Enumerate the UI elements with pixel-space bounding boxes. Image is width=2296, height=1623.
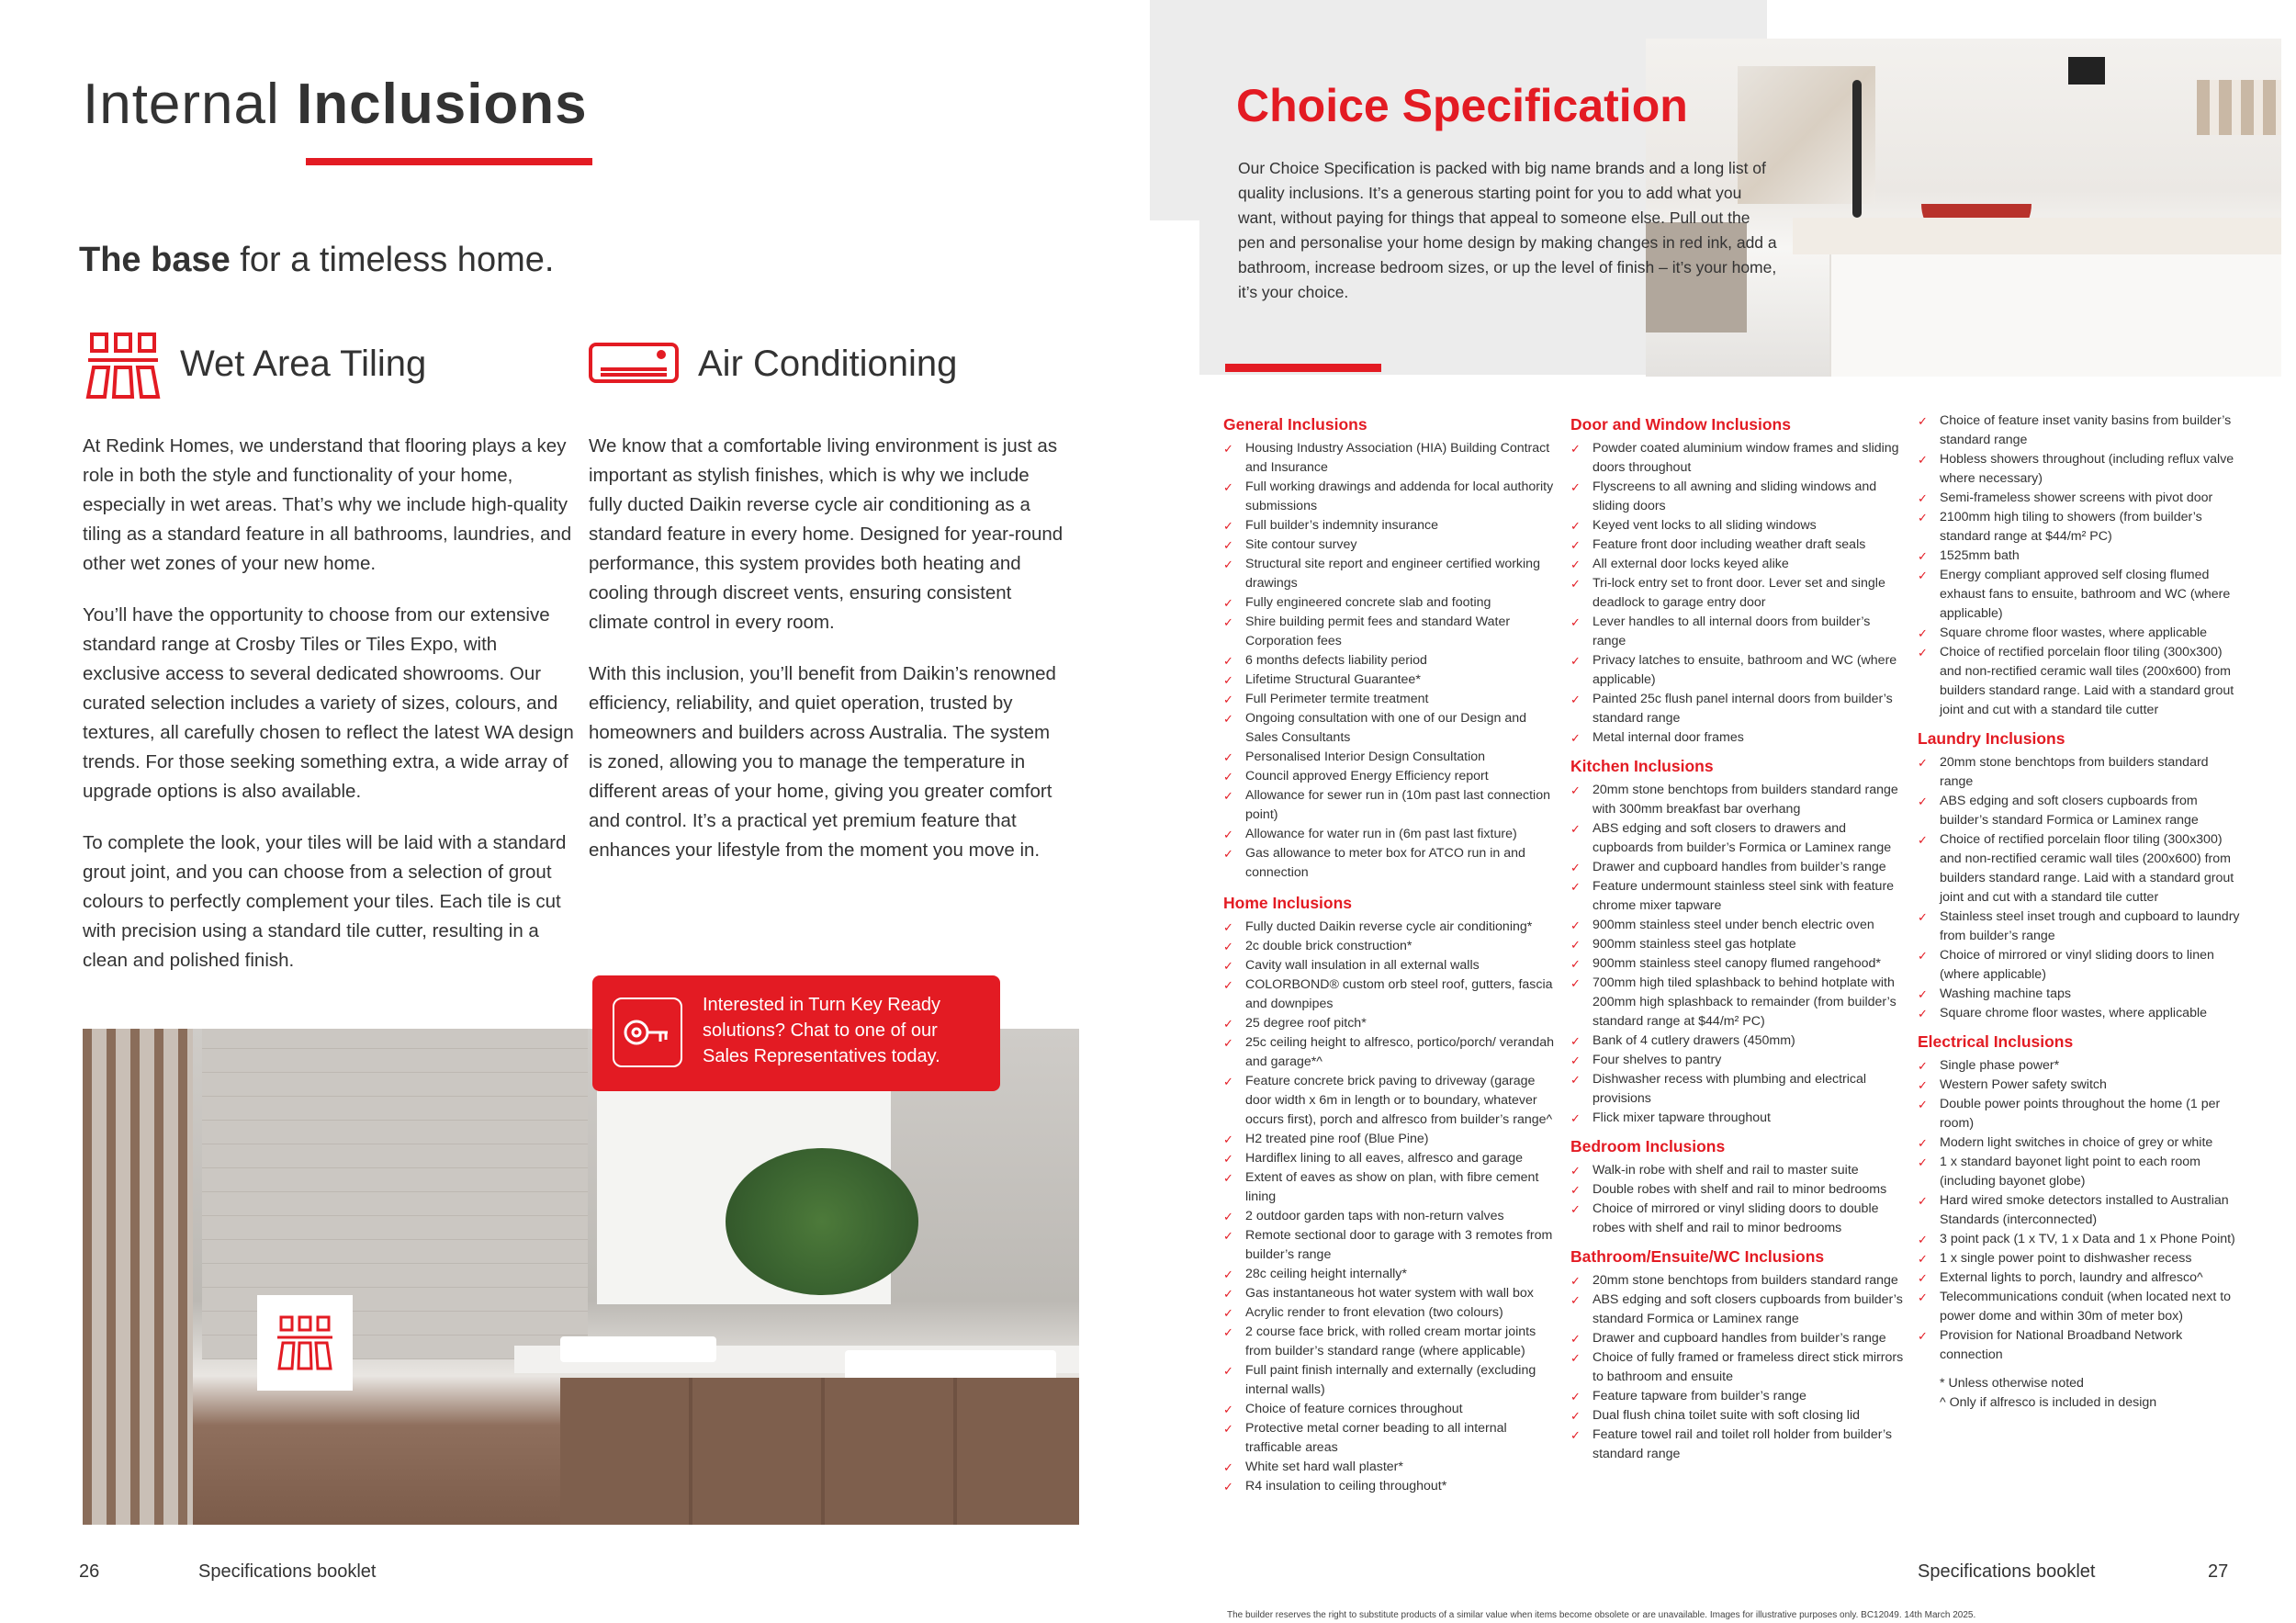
spec-item: ✓ Feature undermount stainless steel sink with feature chrome mixer tapware	[1570, 877, 1905, 916]
kitchen-inclusions-list	[1570, 781, 1905, 1128]
spec-item: ✓ Square chrome floor wastes, where applicable	[1918, 1004, 2241, 1023]
tiles-icon	[257, 1295, 353, 1391]
spec-item: ✓ Keyed vent locks to all sliding windows	[1570, 516, 1905, 535]
section-heading: Laundry Inclusions	[1918, 729, 2065, 748]
spec-item: ✓ Tri-lock entry set to front door. Lever set and single deadlock to garage entry door	[1570, 574, 1905, 613]
section-heading: General Inclusions	[1223, 415, 1367, 434]
spec-item: ✓ Drawer and cupboard handles from builder’s range	[1570, 858, 1905, 877]
page-number-left: 26	[79, 1561, 100, 1582]
spec-item: ✓ Extent of eaves as show on plan, with fibre cement lining	[1223, 1168, 1558, 1207]
section-heading: Bathroom/Ensuite/WC Inclusions	[1570, 1247, 1825, 1266]
spec-item: ✓ Semi-frameless shower screens with pivot door	[1918, 489, 2241, 508]
spec-item: ✓ Gas instantaneous hot water system with wall box	[1223, 1284, 1558, 1303]
spec-item: ✓ Stainless steel inset trough and cupboard to laundry from builder’s range	[1918, 907, 2241, 946]
paragraph: At Redink Homes, we understand that flooring plays a key role in both the style and functionality of your home, especially in wet areas. That’s why we include high-quality tiling as a standard feature in all bathrooms, laundries, and other wet zones of your new home.	[83, 435, 572, 574]
spec-item: ✓ Choice of fully framed or frameless direct stick mirrors to bathroom and ensuite	[1570, 1348, 1905, 1387]
spec-column-2	[1570, 406, 1905, 1473]
spec-item: ✓ H2 treated pine roof (Blue Pine)	[1223, 1130, 1558, 1149]
spec-item: ✓ Choice of rectified porcelain floor tiling (300x300) and non-rectified ceramic wall tiles (200x600) from builders standard range. Laid with a standard grout joint and cut with a standard tile cutter	[1918, 830, 2241, 907]
section-heading: Electrical Inclusions	[1918, 1032, 2074, 1051]
island-bench	[1793, 218, 2281, 254]
spec-item: ✓ Lever handles to all internal doors from builder’s range	[1570, 613, 1905, 651]
bathroom-vanity-photo	[83, 1029, 1079, 1525]
spec-item: ✓ Feature concrete brick paving to driveway (garage door width x 6m in length or to boundary, whatever occurs first), porch and alfresco from builder’s range^	[1223, 1072, 1558, 1130]
vanity-cabinet	[560, 1378, 1079, 1525]
spec-item: ✓ Allowance for water run in (6m past last fixture)	[1223, 825, 1558, 844]
paragraph: You’ll have the opportunity to choose from our extensive standard range at Crosby Tiles or Tiles Expo, with exclusive access to several dedicated showrooms. Our curated selection includes a variety of sizes, colours, and textures, all carefully chosen to reflect the latest WA design trends. For those seeking something extra, a wide array of upgrade options is also available.	[83, 604, 574, 802]
spec-item: ✓ Double robes with shelf and rail to minor bedrooms	[1570, 1180, 1905, 1200]
footer-label-left: Specifications booklet	[198, 1561, 377, 1582]
spec-item: ✓ Metal internal door frames	[1570, 728, 1905, 748]
spec-item: ✓ Hard wired smoke detectors installed to Australian Standards (interconnected)	[1918, 1191, 2241, 1230]
spec-item: ✓ 25c ceiling height to alfresco, portico/porch/ verandah and garage*^	[1223, 1033, 1558, 1072]
spec-item: ✓ 3 point pack (1 x TV, 1 x Data and 1 x Phone Point)	[1918, 1230, 2241, 1249]
spec-item: ✓ Choice of mirrored or vinyl sliding doors to linen (where applicable)	[1918, 946, 2241, 985]
spec-item: ✓ Cavity wall insulation in all external walls	[1223, 956, 1558, 975]
disclaimer: The builder reserves the right to substitute products of a similar value when items become obsolete or are unavailable. Images for illustrative purposes only. BC12049. 14th March 2025.	[1227, 1610, 1976, 1620]
air-conditioner-icon	[588, 342, 680, 388]
spec-item: ✓ 1 x standard bayonet light point to each room (including bayonet globe)	[1918, 1153, 2241, 1191]
spec-item: ✓ Energy compliant approved self closing flumed exhaust fans to ensuite, bathroom and WC (where applicable)	[1918, 566, 2241, 624]
footer-label-right: Specifications booklet	[1918, 1561, 2096, 1582]
bathroom-inclusions-list	[1570, 1271, 1905, 1464]
cta-text: Interested in Turn Key Ready solutions? Chat to one of our Sales Representatives today.	[703, 995, 941, 1066]
electrical-inclusions-list	[1918, 1056, 2241, 1365]
spec-item: ✓ Modern light switches in choice of grey or white	[1918, 1133, 2241, 1153]
paragraph: We know that a comfortable living environment is just as important as stylish finishes, which is why we include fully ducted Daikin reverse cycle air conditioning as a standard feature in every home. Designed for year-round performance, this system provides both heating and cooling through discreet vents, ensuring consistent climate control in every room.	[589, 435, 1064, 633]
footnotes	[1918, 1374, 2241, 1413]
switch-plate	[2068, 57, 2105, 85]
spec-item: ✓ External lights to porch, laundry and alfresco^	[1918, 1268, 2241, 1288]
spec-item: ✓ Powder coated aluminium window frames and sliding doors throughout	[1570, 439, 1905, 478]
air-con-text	[589, 432, 1066, 887]
spec-item: ✓ All external door locks keyed alike	[1570, 555, 1905, 574]
spec-item: ✓ Full paint finish internally and externally (excluding internal walls)	[1223, 1361, 1558, 1400]
spec-item: ✓ Site contour survey	[1223, 535, 1558, 555]
general-inclusions-list	[1223, 439, 1558, 883]
page-number-right: 27	[2208, 1561, 2229, 1582]
choice-title: Choice Specification	[1236, 80, 1688, 131]
tagline: The base for a timeless home.	[79, 241, 555, 279]
spec-item: ✓ 2100mm high tiling to showers (from builder’s standard range at $44/m² PC)	[1918, 508, 2241, 547]
spec-item: ✓ 900mm stainless steel gas hotplate	[1570, 935, 1905, 954]
spec-item: ✓ Bank of 4 cutlery drawers (450mm)	[1570, 1031, 1905, 1051]
spec-item: ✓ 1 x single power point to dishwasher recess	[1918, 1249, 2241, 1268]
spec-item: ✓ Fully engineered concrete slab and footing	[1223, 593, 1558, 613]
spec-item: ✓ Fully ducted Daikin reverse cycle air conditioning*	[1223, 918, 1558, 937]
tiles-icon	[84, 331, 162, 400]
spec-item: ✓ 20mm stone benchtops from builders standard range with 300mm breakfast bar overhang	[1570, 781, 1905, 819]
spec-item: ✓ White set hard wall plaster*	[1223, 1458, 1558, 1477]
choice-intro: Our Choice Specification is packed with big name brands and a long list of quality inclusions. It’s a generous starting point for you to add what you want, without paying for things that appeal to someone else. Pull out the pen and personalise your home design by making changes in red ink, add a bathroom, increase bedroom sizes, or up the level of finish – it’s your home, it’s your choice.	[1238, 159, 1777, 301]
spec-item: ✓ Choice of feature inset vanity basins from builder’s standard range	[1918, 411, 2241, 450]
spec-item: ✓ Allowance for sewer run in (10m past last connection point)	[1223, 786, 1558, 825]
spec-item: ✓ Acrylic render to front elevation (two colours)	[1223, 1303, 1558, 1323]
spec-item: ✓ Feature front door including weather draft seals	[1570, 535, 1905, 555]
spec-item: ✓ Choice of rectified porcelain floor tiling (300x300) and non-rectified ceramic wall tiles (200x600) from builders standard range. Laid with a standard grout joint and cut with a standard tile cutter	[1918, 643, 2241, 720]
spec-item: ✓ R4 insulation to ceiling throughout*	[1223, 1477, 1558, 1496]
spec-item: ✓ Full Perimeter termite treatment	[1223, 690, 1558, 709]
spec-item: ✓ Council approved Energy Efficiency report	[1223, 767, 1558, 786]
footnote: ^ Only if alfresco is included in design	[1940, 1395, 2157, 1410]
spec-item: ✓ Painted 25c flush panel internal doors from builder’s standard range	[1570, 690, 1905, 728]
spec-item: ✓ Drawer and cupboard handles from builder’s range	[1570, 1329, 1905, 1348]
spec-item: ✓ Square chrome floor wastes, where applicable	[1918, 624, 2241, 643]
section-heading: Bedroom Inclusions	[1570, 1137, 1726, 1155]
spec-item: ✓ Four shelves to pantry	[1570, 1051, 1905, 1070]
spec-item: ✓ Ongoing consultation with one of our Design and Sales Consultants	[1223, 709, 1558, 748]
door-window-inclusions-list	[1570, 439, 1905, 748]
spec-item: ✓ Telecommunications conduit (when located next to power dome and within 30m of meter box)	[1918, 1288, 2241, 1326]
spec-item: ✓ Single phase power*	[1918, 1056, 2241, 1076]
spec-item: ✓ Walk-in robe with shelf and rail to master suite	[1570, 1161, 1905, 1180]
spec-item: ✓ Dishwasher recess with plumbing and electrical provisions	[1570, 1070, 1905, 1109]
spec-item: ✓ 6 months defects liability period	[1223, 651, 1558, 671]
shelf	[2197, 80, 2281, 135]
spec-item: ✓ Privacy latches to ensuite, bathroom and WC (where applicable)	[1570, 651, 1905, 690]
spec-item: ✓ Provision for National Broadband Network connection	[1918, 1326, 2241, 1365]
wet-area-heading: Wet Area Tiling	[180, 344, 427, 384]
spec-item: ✓ Flyscreens to all awning and sliding windows and sliding doors	[1570, 478, 1905, 516]
spec-item: ✓ Dual flush china toilet suite with soft closing lid	[1570, 1406, 1905, 1426]
spec-item: ✓ 900mm stainless steel canopy flumed rangehood*	[1570, 954, 1905, 974]
section-heading: Home Inclusions	[1223, 894, 1353, 912]
spec-item: ✓ Double power points throughout the home (1 per room)	[1918, 1095, 2241, 1133]
spec-item: ✓ Feature tapware from builder’s range	[1570, 1387, 1905, 1406]
turn-key-cta[interactable]	[592, 975, 1000, 1091]
title-underline	[306, 158, 592, 165]
plant	[726, 1148, 918, 1295]
spec-item: ✓ Choice of feature cornices throughout	[1223, 1400, 1558, 1419]
paragraph: To complete the look, your tiles will be laid with a standard grout joint, and you can choose from a selection of grout colours to perfectly complement your tiles. Each tile is cut with precision using a standard tile cutter, resulting in a clean and polished finish.	[83, 832, 567, 971]
spec-column-3	[1918, 411, 2241, 1413]
spec-item: ✓ Housing Industry Association (HIA) Building Contract and Insurance	[1223, 439, 1558, 478]
intro-underline	[1225, 364, 1381, 372]
spec-item: ✓ 20mm stone benchtops from builders standard range	[1570, 1271, 1905, 1291]
spec-item: ✓ Remote sectional door to garage with 3 remotes from builder’s range	[1223, 1226, 1558, 1265]
spec-item: ✓ Full builder’s indemnity insurance	[1223, 516, 1558, 535]
spec-item: ✓ Shire building permit fees and standard Water Corporation fees	[1223, 613, 1558, 651]
footnote: * Unless otherwise noted	[1940, 1376, 2084, 1391]
spec-item: ✓ 28c ceiling height internally*	[1223, 1265, 1558, 1284]
island-front	[1829, 254, 2281, 377]
spec-item: ✓ Washing machine taps	[1918, 985, 2241, 1004]
spec-item: ✓ 2 outdoor garden taps with non-return valves	[1223, 1207, 1558, 1226]
spec-item: ✓ 25 degree roof pitch*	[1223, 1014, 1558, 1033]
tap	[1852, 80, 1862, 218]
spec-item: ✓ Flick mixer tapware throughout	[1570, 1109, 1905, 1128]
spec-item: ✓ Feature towel rail and toilet roll holder from builder’s standard range	[1570, 1426, 1905, 1464]
spec-item: ✓ COLORBOND® custom orb steel roof, gutters, fascia and downpipes	[1223, 975, 1558, 1014]
basin-left	[560, 1336, 716, 1362]
spec-item: ✓ Personalised Interior Design Consultation	[1223, 748, 1558, 767]
home-inclusions-list	[1223, 918, 1558, 1496]
spec-item: ✓ Protective metal corner beading to all internal trafficable areas	[1223, 1419, 1558, 1458]
bathroom-inclusions-continued-list	[1918, 411, 2241, 720]
page-title: Internal Inclusions	[83, 73, 588, 136]
spec-item: ✓ ABS edging and soft closers cupboards from builder’s standard Formica or Laminex range	[1570, 1291, 1905, 1329]
spec-item: ✓ 1525mm bath	[1918, 547, 2241, 566]
tile-logo-card	[257, 1295, 353, 1391]
shower-glass	[83, 1029, 193, 1525]
spec-item: ✓ Lifetime Structural Guarantee*	[1223, 671, 1558, 690]
paragraph: With this inclusion, you’ll benefit from Daikin’s renowned efficiency, reliability, and quiet operation, trusted by homeowners and builders across Australia. The system is zoned, allowing you to manage the temperature in different areas of your home, giving you greater comfort and control. It’s a practical yet premium feature that enhances your lifestyle from the moment you move in.	[589, 663, 1056, 861]
spec-item: ✓ 700mm high tiled splashback to behind hotplate with 200mm high splashback to remainder (from builder’s standard range at $44/m² PC)	[1570, 974, 1905, 1031]
spec-item: ✓ ABS edging and soft closers cupboards from builder’s standard Formica or Laminex range	[1918, 792, 2241, 830]
spec-item: ✓ Western Power safety switch	[1918, 1076, 2241, 1095]
spec-item: ✓ 20mm stone benchtops from builders standard range	[1918, 753, 2241, 792]
spec-item: ✓ Hobless showers throughout (including reflux valve where necessary)	[1918, 450, 2241, 489]
key-icon	[613, 997, 682, 1067]
spec-item: ✓ ABS edging and soft closers to drawers and cupboards from builder’s Formica or Laminex range	[1570, 819, 1905, 858]
spec-item: ✓ Choice of mirrored or vinyl sliding doors to double robes with shelf and rail to minor bedrooms	[1570, 1200, 1905, 1238]
bedroom-inclusions-list	[1570, 1161, 1905, 1238]
spec-item: ✓ Full working drawings and addenda for local authority submissions	[1223, 478, 1558, 516]
spec-item: ✓ Structural site report and engineer certified working drawings	[1223, 555, 1558, 593]
spec-item: ✓ 900mm stainless steel under bench electric oven	[1570, 916, 1905, 935]
laundry-inclusions-list	[1918, 753, 2241, 1023]
air-con-heading: Air Conditioning	[698, 344, 958, 384]
spec-column-1	[1223, 406, 1558, 1505]
section-heading: Kitchen Inclusions	[1570, 757, 1714, 775]
spec-item: ✓ 2c double brick construction*	[1223, 937, 1558, 956]
spec-item: ✓ 2 course face brick, with rolled cream mortar joints from builder’s standard range (where applicable)	[1223, 1323, 1558, 1361]
spec-item: ✓ Gas allowance to meter box for ATCO run in and connection	[1223, 844, 1558, 883]
section-heading: Door and Window Inclusions	[1570, 415, 1791, 434]
spec-item: ✓ Hardiflex lining to all eaves, alfresco and garage	[1223, 1149, 1558, 1168]
wet-area-text	[83, 432, 574, 997]
